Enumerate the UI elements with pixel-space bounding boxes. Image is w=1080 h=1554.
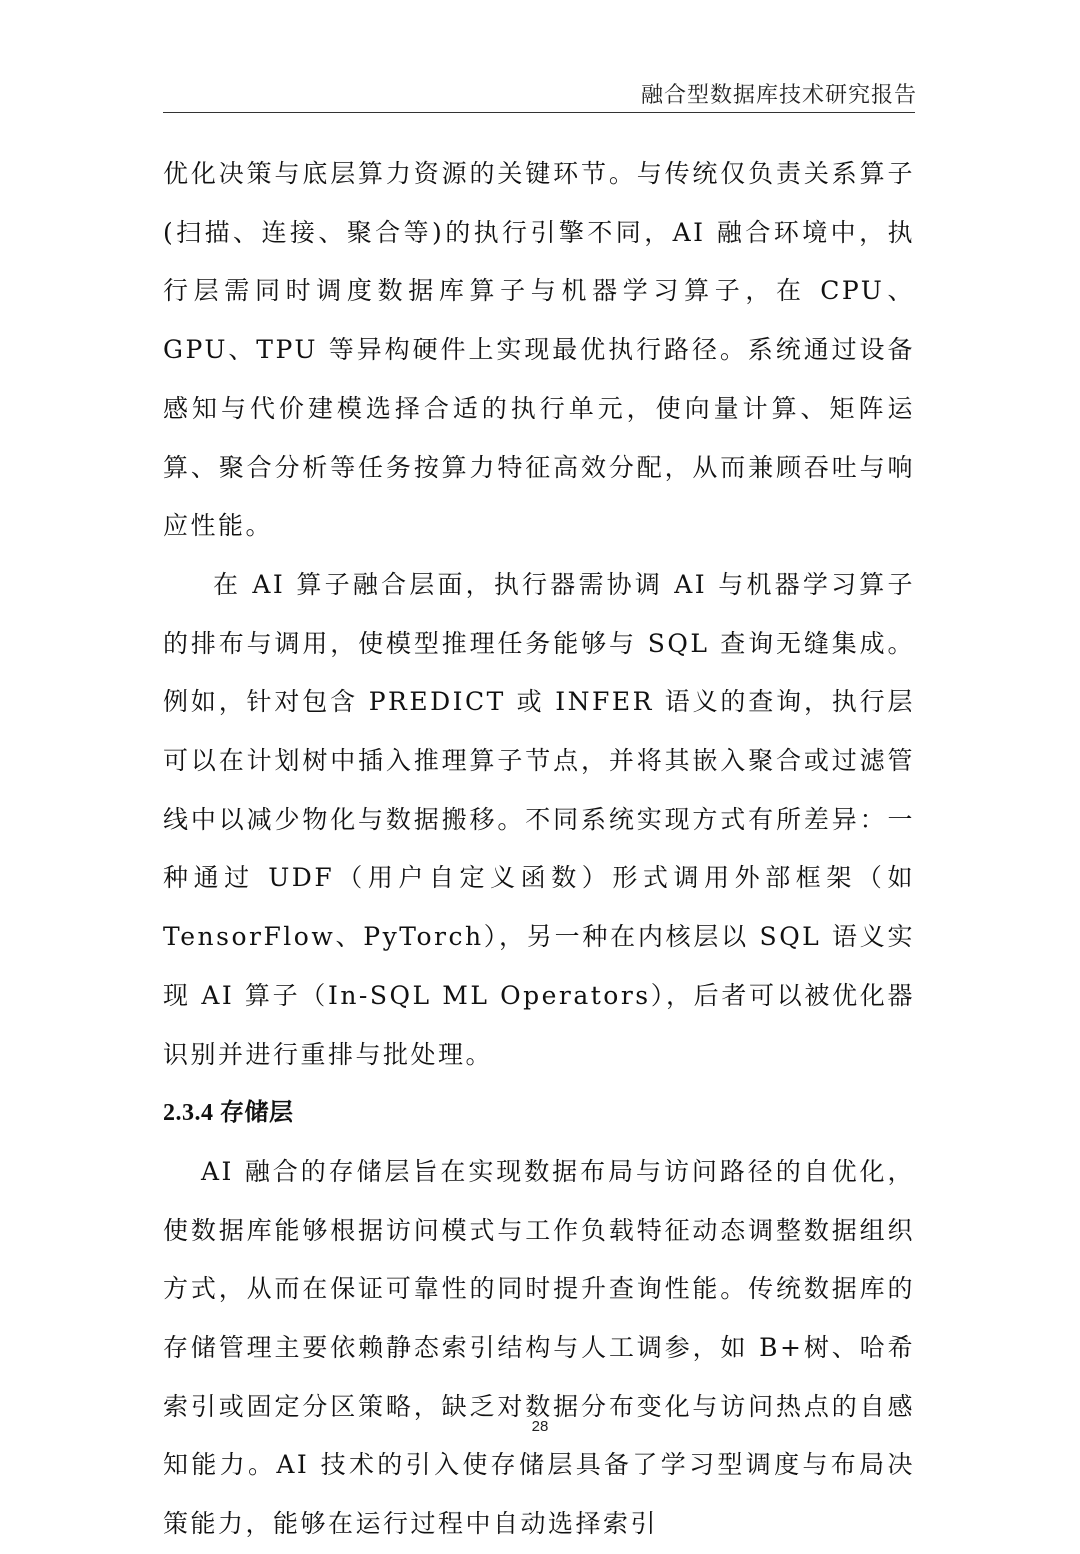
- page-body: [163, 145, 915, 1554]
- section-heading-storage-layer: 2.3.4 存储层: [163, 1100, 294, 1127]
- header-divider: [163, 112, 915, 113]
- paragraph-storage-layer: AI 融合的存储层旨在实现数据布局与访问路径的自优化，使数据库能够根据访问模式与工作负载特征动态调整数据组织方式，从而在保证可靠性的同时提升查询性能。传统数据库的存储管理主要依赖静态索引结构与人工调参，如 B+树、哈希索引或固定分区策略，缺乏对数据分布变化与访问热点的自感知能力。AI 技术的引入使存储层具备了学习型调度与布局决策能力，能够在运行过程中自动选择索引: [163, 1156, 915, 1539]
- running-header-title: 融合型数据库技术研究报告: [640, 83, 917, 108]
- page-number: 28: [531, 1418, 549, 1435]
- paragraph-execution-layer: 优化决策与底层算力资源的关键环节。与传统仅负责关系算子(扫描、连接、聚合等)的执行引擎不同，AI 融合环境中，执行层需同时调度数据库算子与机器学习算子，在 CPU、GPU、TPU 等异构硬件上实现最优执行路径。系统通过设备感知与代价建模选择合适的执行单元，使向量计算、矩阵运算、聚合分析等任务按算力特征高效分配，从而兼顾吞吐与响应性能。: [163, 159, 915, 541]
- paragraph-ai-operator-fusion: 在 AI 算子融合层面，执行器需协调 AI 与机器学习算子的排布与调用，使模型推理任务能够与 SQL 查询无缝集成。例如，针对包含 PREDICT 或 INFER 语义的查询，执行层可以在计划树中插入推理算子节点，并将其嵌入聚合或过滤管线中以减少物化与数据搬移。不同系统实现方式有所差异：一种通过 UDF（用户自定义函数）形式调用外部框架（如 TensorFlow、PyTorch），另一种在内核层以 SQL 语义实现 AI 算子（In-SQL ML Operators），后者可以被优化器识别并进行重排与批处理。: [163, 569, 915, 1069]
